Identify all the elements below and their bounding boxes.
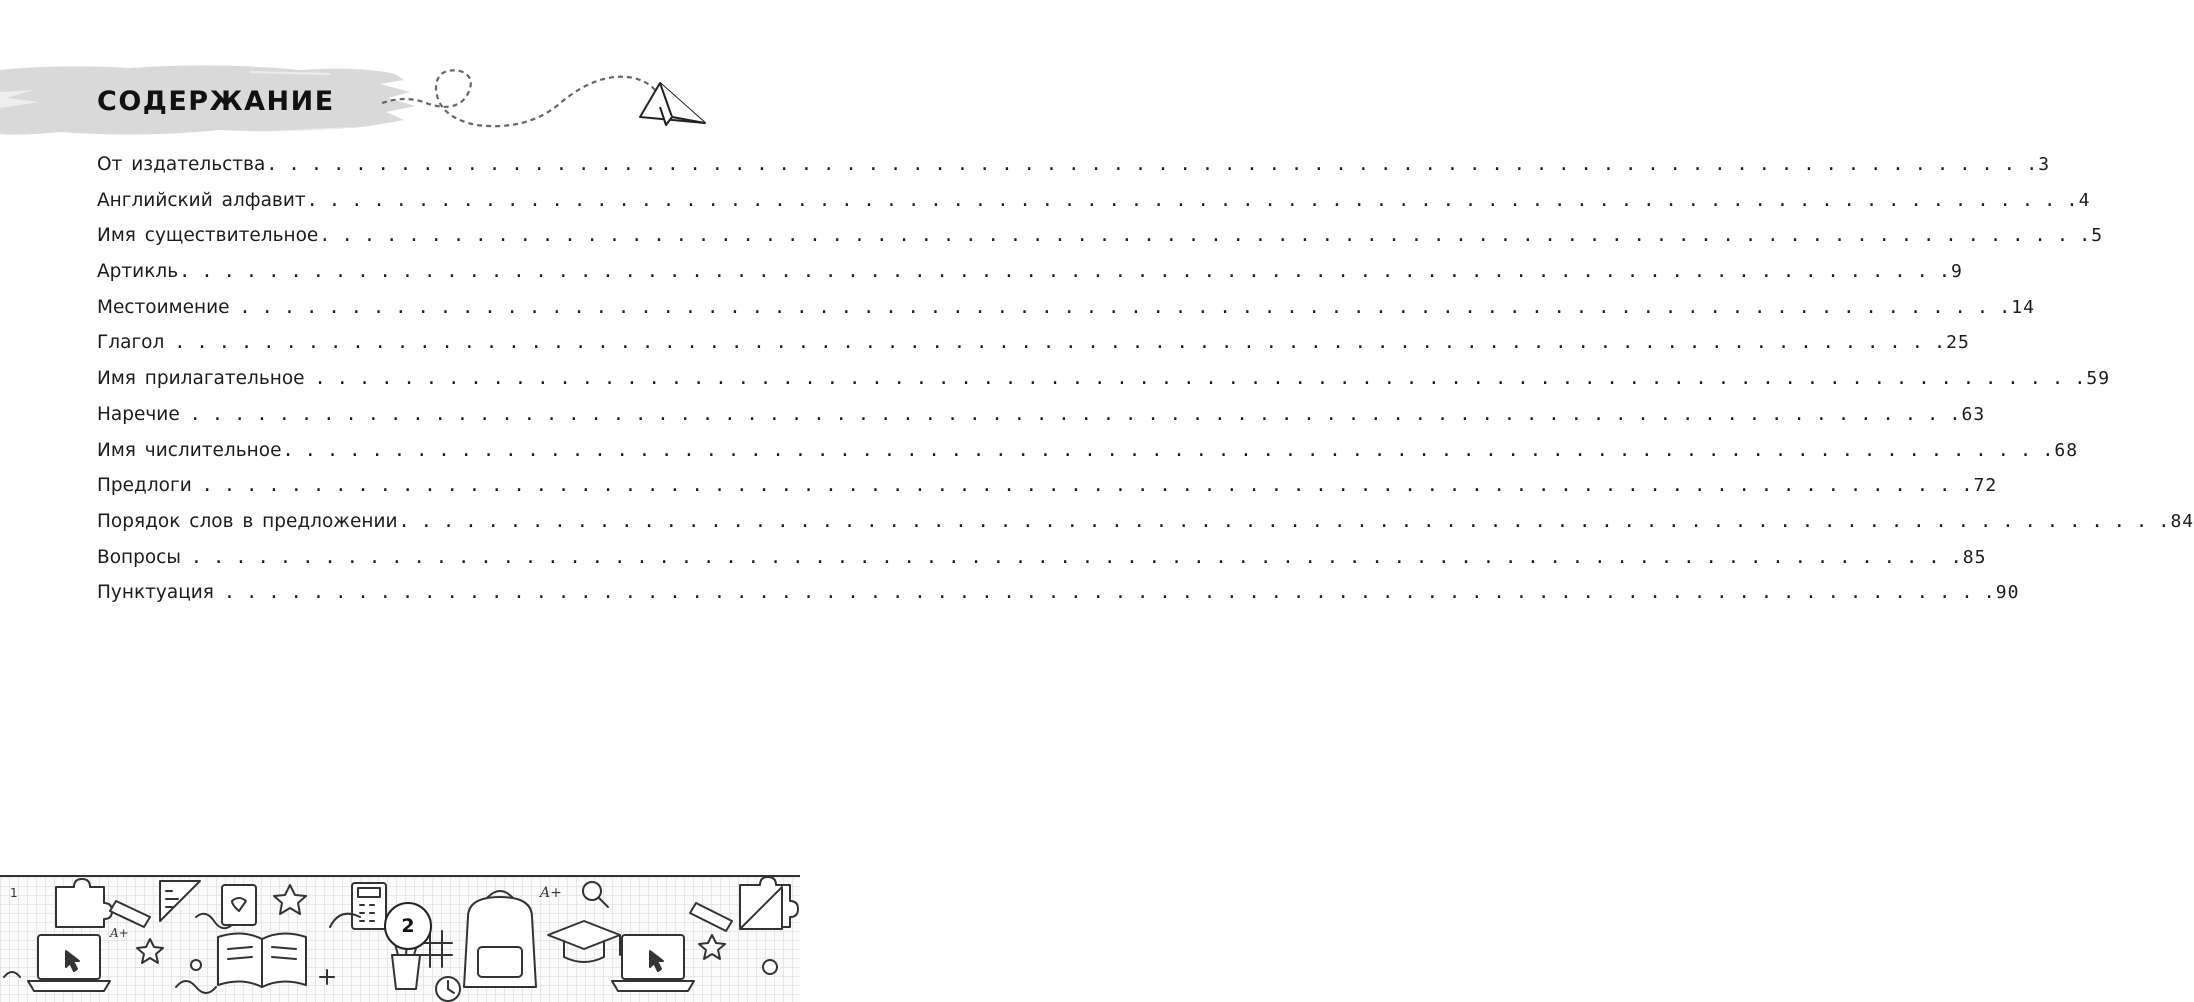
puzzle-icon xyxy=(56,879,112,927)
page-number: 2 xyxy=(384,902,432,950)
toc-leader-dots: . . . . . . . . . . . . . . . . . . . . . . . . . . . . . . . . . . . . . . . . . . . . . . . . . . . . . . . . . . . . . . . . . . . . . . . . . . . . . . . . xyxy=(266,154,2038,175)
open-book-icon xyxy=(218,933,306,987)
toc-entry-title: Пунктуация xyxy=(97,582,223,604)
toc-leader-dots: . . . . . . . . . . . . . . . . . . . . . . . . . . . . . . . . . . . . . . . . . . . . . . . . . . . . . . . . . . . . . . . . . . . . . . . . . . . . . . . . xyxy=(398,510,2170,532)
graduation-cap-icon xyxy=(548,921,620,962)
magnifier-icon xyxy=(583,882,608,907)
toc-entry-page: 4 xyxy=(2078,189,2091,211)
toc-entry-title: Имя числительное xyxy=(97,439,282,461)
toc-entry-page: 25 xyxy=(1946,332,1970,354)
svg-text:1: 1 xyxy=(10,886,18,900)
toc-entry-page: 5 xyxy=(2091,225,2104,247)
toc-entry-page: 3 xyxy=(2038,154,2051,175)
toc-entry-title: Местоимение xyxy=(97,296,239,318)
toc-entry xyxy=(97,546,1987,583)
triangle-ruler-icon xyxy=(160,881,200,921)
toc-leader-dots: . . . . . . . . . . . . . . . . . . . . . . . . . . . . . . . . . . . . . . . . . . . . . . . . . . . . . . . . . . . . . . . . . . . . . . . . . . . . . . . . xyxy=(201,475,1973,497)
toc-entry-page: 84 xyxy=(2170,510,2194,532)
toc-entry-page: 63 xyxy=(1961,403,1986,425)
toc-entry-title: Имя существительное xyxy=(97,225,319,247)
toc-entry-title: Наречие xyxy=(97,403,189,425)
backpack-icon xyxy=(464,891,536,987)
page-title: СОДЕРЖАНИЕ xyxy=(97,86,335,117)
toc-entry-page: 9 xyxy=(1951,261,1963,283)
toc-entry xyxy=(97,261,1963,297)
toc-entry xyxy=(97,189,2091,226)
toc-entry-page: 72 xyxy=(1973,475,1998,497)
toc-entry xyxy=(97,439,2079,476)
toc-entry xyxy=(97,475,1998,511)
toc-leader-dots: . . . . . . . . . . . . . . . . . . . . . . . . . . . . . . . . . . . . . . . . . . . . . . . . . . . . . . . . . . . . . . . . . . . . . . . . . . . . . . . . xyxy=(189,403,1961,425)
table-of-contents xyxy=(97,154,2194,618)
star-icon xyxy=(137,939,163,963)
toc-entry xyxy=(97,296,2035,333)
marker-icon xyxy=(690,903,732,931)
toc-leader-dots: . . . . . . . . . . . . . . . . . . . . . . . . . . . . . . . . . . . . . . . . . . . . . . . . . . . . . . . . . . . . . . . . . . . . . . . . . . . . . . . . xyxy=(239,296,2011,318)
toc-leader-dots: . . . . . . . . . . . . . . . . . . . . . . . . . . . . . . . . . . . . . . . . . . . . . . . . . . . . . . . . . . . . . . . . . . . . . . . . . . . . . . . . xyxy=(179,261,1951,283)
toc-leader-dots: . . . . . . . . . . . . . . . . . . . . . . . . . . . . . . . . . . . . . . . . . . . . . . . . . . . . . . . . . . . . . . . . . . . . . . . . . . . . . . . . xyxy=(282,439,2054,461)
toc-entry xyxy=(97,332,1970,368)
toc-entry-title: Имя прилагательное xyxy=(97,368,314,390)
alarm-clock-icon xyxy=(436,977,460,1001)
toc-entry-title: Вопросы xyxy=(97,546,190,568)
star-icon xyxy=(274,885,306,914)
laptop-icon xyxy=(28,935,110,991)
laptop-icon xyxy=(612,935,694,991)
svg-text:A+: A+ xyxy=(110,926,129,940)
toc-entry xyxy=(97,582,2020,618)
toc-entry-title: Английский алфавит xyxy=(97,189,306,211)
svg-text:A+: A+ xyxy=(540,885,562,901)
marker-icon xyxy=(110,901,150,927)
toc-entry-page: 14 xyxy=(2011,296,2035,318)
toc-entry-page: 59 xyxy=(2086,368,2111,390)
toc-entry-page: 68 xyxy=(2054,439,2079,461)
calculator-icon xyxy=(352,883,386,929)
toc-entry-title: От издательства xyxy=(97,154,266,175)
toc-entry xyxy=(97,510,2194,547)
toc-entry-title: Предлоги xyxy=(97,475,201,497)
toc-entry xyxy=(97,225,2104,261)
toc-entry-page: 85 xyxy=(1962,546,1987,568)
toc-leader-dots: . . . . . . . . . . . . . . . . . . . . . . . . . . . . . . . . . . . . . . . . . . . . . . . . . . . . . . . . . . . . . . . . . . . . . . . . . . . . . . . . xyxy=(190,546,1962,568)
toc-leader-dots: . . . . . . . . . . . . . . . . . . . . . . . . . . . . . . . . . . . . . . . . . . . . . . . . . . . . . . . . . . . . . . . . . . . . . . . . . . . . . . . . xyxy=(223,582,1995,604)
toc-leader-dots: . . . . . . . . . . . . . . . . . . . . . . . . . . . . . . . . . . . . . . . . . . . . . . . . . . . . . . . . . . . . . . . . . . . . . . . . . . . . . . . . xyxy=(306,189,2078,211)
toc-entry-title: Глагол xyxy=(97,332,174,354)
toc-entry xyxy=(97,368,2111,404)
toc-entry-title: Артикль xyxy=(97,261,179,283)
toc-leader-dots: . . . . . . . . . . . . . . . . . . . . . . . . . . . . . . . . . . . . . . . . . . . . . . . . . . . . . . . . . . . . . . . . . . . . . . . . . . . . . . . . xyxy=(174,332,1946,354)
toc-entry-page: 90 xyxy=(1995,582,2020,604)
notepad-icon xyxy=(222,885,256,925)
paper-plane-decoration xyxy=(360,55,720,150)
toc-entry xyxy=(97,403,1986,440)
toc-leader-dots: . . . . . . . . . . . . . . . . . . . . . . . . . . . . . . . . . . . . . . . . . . . . . . . . . . . . . . . . . . . . . . . . . . . . . . . . . . . . . . . . xyxy=(314,368,2086,390)
paper-plane-icon xyxy=(640,83,705,125)
toc-entry xyxy=(97,154,2051,190)
toc-entry-title: Порядок слов в предложении xyxy=(97,510,398,532)
toc-leader-dots: . . . . . . . . . . . . . . . . . . . . . . . . . . . . . . . . . . . . . . . . . . . . . . . . . . . . . . . . . . . . . . . . . . . . . . . . . . . . . . . . xyxy=(319,225,2091,247)
star-icon xyxy=(699,935,725,959)
